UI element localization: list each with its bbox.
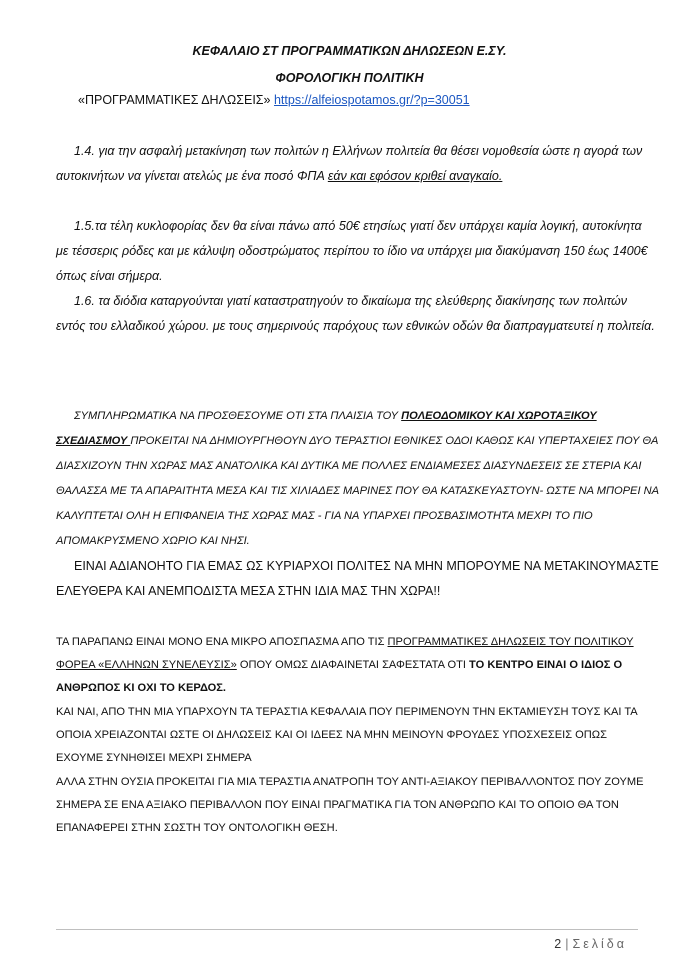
supplement-emphasis: ΠΟΛΕΟΔΟΜΙΚΟΥ ΚΑΙ ΧΩΡΟΤΑΞΙΚΟΥ ΣΧΕΔΙΑΣΜΟΥ (56, 410, 597, 447)
closing-paragraph-c (56, 771, 656, 841)
paragraph-1-5 (56, 214, 656, 289)
closing-a-underlined: ΠΡΟΓΡΑΜΜΑΤΙΚΕΣ ΔΗΛΩΣΕΙΣ ΤΟΥ ΠΟΛΙΤΙΚΟΥ ΦΟΡΕΑ «ΕΛΛΗΝΩΝ ΣΥΝΕΛΕΥΣΙΣ» (56, 636, 634, 672)
page-word: Σελίδα (572, 937, 627, 951)
paragraph-1-4-text: 1.4. για την ασφαλή μετακίνηση των πολιτών η Ελλήνων πολιτεία θα θέσει νομοθεσία ώστε η αγορά των αυτοκινήτων να γίνεται ατελώς με ένα ποσό ΦΠΑ (56, 144, 643, 183)
closing-c-text: ΑΛΛΑ ΣΤΗΝ ΟΥΣΙΑ ΠΡΟΚΕΙΤΑΙ ΓΙΑ ΜΙΑ ΤΕΡΑΣΤΙΑ ΑΝΑΤΡΟΠΗ ΤΟΥ ΑΝΤΙ-ΑΞΙΑΚΟΥ ΠΕΡΙΒΑΛΛΟΝΤΟΣ ΠΟΥ ΖΟΥΜΕ ΣΗΜΕΡΑ ΣΕ ΕΝΑ ΑΞΙΑΚΟ ΠΕΡΙΒΑΛΛΟΝ ΠΟΥ ΕΙΝΑΙ ΠΡΑΓΜΑΤΙΚΑ ΓΙΑ ΤΟΝ ΑΝΘΡΩΠΟ ΚΑΙ ΤΟ ΟΠΟΙΟ ΘΑ ΤΟΝ ΕΠΑΝΑΦΕΡΕΙ ΣΤΗΝ ΣΩΣΤΗ ΤΟΥ ΟΝΤΟΛΟΓΙΚΗ ΘΕΣΗ. (56, 776, 644, 835)
closing-a-bold: ΤΟ ΚΕΝΤΡΟ ΕΙΝΑΙ Ο ΙΔΙΟΣ Ο ΑΝΘΡΩΠΟΣ ΚΙ ΟΧΙ ΤΟ ΚΕΡΔΟΣ. (56, 659, 623, 695)
paragraph-1-6-text: 1.6. τα διόδια καταργούνται γιατί καταστρατηγούν το δικαίωμα της ελεύθερης διακίνησης των πολιτών εντός του ελλαδικού χώρου. με τους σημερινούς παρόχους των εθνικών οδών θα διαπραγματευτεί η πολιτεία. (56, 294, 655, 333)
page-number: 2 (554, 937, 562, 951)
program-link[interactable]: https://alfeiospotamos.gr/?p=30051 (273, 93, 470, 107)
chapter-title: ΚΕΦΑΛΑΙΟ ΣΤ ΠΡΟΓΡΑΜΜΑΤΙΚΩΝ ΔΗΛΩΣΕΩΝ Ε.ΣΥ. (192, 44, 507, 58)
closing-paragraph-b (56, 701, 656, 771)
footer-separator: | (565, 937, 569, 951)
section-title: ΦΟΡΟΛΟΓΙΚΗ ΠΟΛΙΤΙΚΗ (275, 71, 424, 85)
paragraph-1-5-text: 1.5.τα τέλη κυκλοφορίας δεν θα είναι πάνω από 50€ ετησίως γιατί δεν υπάρχει καμία λογική, αυτοκίνητα με τέσσερις ρόδες και με κάλυψη οδοστρώματος περίπου το ίδιο να υπάρχει μια διακύμανση 150 έως 1400€ όπως είναι σήμερα. (56, 219, 648, 283)
paragraph-1-4 (56, 139, 656, 189)
page-footer (554, 937, 627, 951)
paragraph-1-4-underlined: εάν και εφόσον κριθεί αναγκαίο. (327, 169, 503, 183)
closing-a-middle: ΟΠΟΥ ΟΜΩΣ ΔΙΑΦΑΙΝΕΤΑΙ ΣΑΦΕΣΤΑΤΑ ΟΤΙ (236, 659, 470, 672)
paragraph-1-6 (56, 289, 656, 339)
footer-divider (56, 929, 638, 930)
supplement-rest: ΠΡΟΚΕΙΤΑΙ ΝΑ ΔΗΜΙΟΥΡΓΗΘΟΥΝ ΔΥΟ ΤΕΡΑΣΤΙΟΙ ΕΘΝΙΚΕΣ ΟΔΟΙ ΚΑΘΩΣ ΚΑΙ ΥΠΕΡΤΑΧΕΙΕΣ ΠΟΥ ΘΑ ΔΙΑΣΧΙΖΟΥΝ ΤΗΝ ΧΩΡΑΣ ΜΑΣ ΑΝΑΤΟΛΙΚΑ ΚΑΙ ΔΥΤΙΚΑ ΜΕ ΠΟΛΛΕΣ ΕΝΔΙΑΜΕΣΕΣ ΔΙΑΣΥΝΔΕΣΕΙΣ ΣΕ ΣΤΕΡΙΑ ΚΑΙ ΘΑΛΑΣΣΑ ΜΕ ΤΑ ΑΠΑΡΑΙΤΗΤΑ ΜΕΣΑ ΚΑΙ ΤΙΣ ΧΙΛΙΑΔΕΣ ΜΑΡΙΝΕΣ ΠΟΥ ΘΑ ΚΑΤΑΣΚΕΥΑΣΤΟΥΝ- ΩΣΤΕ ΝΑ ΜΠΟΡΕΙ ΝΑ ΚΑΛΥΠΤΕΤΑΙ ΟΛΗ Η ΕΠΙΦΑΝΕΙΑ ΤΗΣ ΧΩΡΑΣ ΜΑΣ - ΓΙΑ ΝΑ ΥΠΑΡΧΕΙ ΠΡΟΣΒΑΣΙΜΟΤΗΤΑ ΜΕΧΡΙ ΤΟ ΠΙΟ ΑΠΟΜΑΚΡΥΣΜΕΝΟ ΧΩΡΙΟ ΚΑΙ ΝΗΣΙ. (56, 435, 659, 547)
unthinkable-text: ΕΙΝΑΙ ΑΔΙΑΝΟΗΤΟ ΓΙΑ ΕΜΑΣ ΩΣ ΚΥΡΙΑΡΧΟΙ ΠΟΛΙΤΕΣ ΝΑ ΜΗΝ ΜΠΟΡΟΥΜΕ ΝΑ ΜΕΤΑΚΙΝΟΥΜΑΣΤΕ ΕΛΕΥΘΕΡΑ ΚΑΙ ΑΝΕΜΠΟΔΙΣΤΑ ΜΕΣΑ ΣΤΗΝ ΙΔΙΑ ΜΑΣ ΤΗΝ ΧΩΡΑ!! (56, 559, 659, 598)
closing-a-lead: ΤΑ ΠΑΡΑΠΑΝΩ ΕΙΝΑΙ ΜΟΝΟ ΕΝΑ ΜΙΚΡΟ ΑΠΟΣΠΑΣΜΑ ΑΠΟ ΤΙΣ (56, 636, 388, 648)
program-reference (78, 93, 470, 107)
supplement-lead: ΣΥΜΠΛΗΡΩΜΑΤΙΚΑ ΝΑ ΠΡΟΣΘΕΣΟΥΜΕ ΟΤΙ ΣΤΑ ΠΛΑΙΣΙΑ ΤΟΥ (74, 410, 402, 422)
unthinkable-paragraph (56, 554, 666, 604)
closing-b-text: ΚΑΙ ΝΑΙ, ΑΠΟ ΤΗΝ ΜΙΑ ΥΠΑΡΧΟΥΝ ΤΑ ΤΕΡΑΣΤΙΑ ΚΕΦΑΛΑΙΑ ΠΟΥ ΠΕΡΙΜΕΝΟΥΝ ΤΗΝ ΕΚΤΑΜΙΕΥΣΗ ΤΟΥΣ ΚΑΙ ΤΑ ΟΠΟΙΑ ΧΡΕΙΑΖΟΝΤΑΙ ΩΣΤΕ ΟΙ ΔΗΛΩΣΕΙΣ ΚΑΙ ΟΙ ΙΔΕΕΣ ΝΑ ΜΗΝ ΜΕΙΝΟΥΝ ΦΡΟΥΔΕΣ ΥΠΟΣΧΕΣΕΙΣ ΟΠΩΣ ΕΧΟΥΜΕ ΣΥΝΗΘΙΣΕΙ ΜΕΧΡΙ ΣΗΜΕΡΑ (56, 706, 638, 765)
supplement-paragraph (56, 404, 666, 554)
program-label: «ΠΡΟΓΡΑΜΜΑΤΙΚΕΣ ΔΗΛΩΣΕΙΣ» (78, 93, 271, 107)
closing-paragraph-a (56, 631, 656, 701)
